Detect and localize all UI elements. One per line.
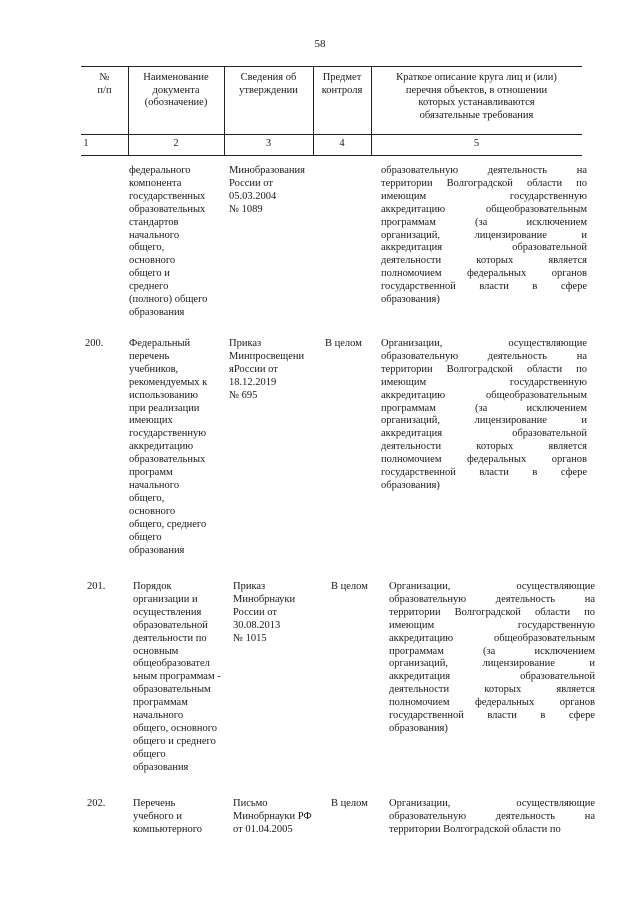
text-line: учебников,	[129, 363, 179, 375]
description	[381, 338, 587, 493]
text-line: федерального	[129, 165, 191, 176]
text-line: Предмет	[322, 72, 362, 83]
text-line: п/п	[97, 84, 112, 96]
col-number-2: 2	[173, 138, 179, 149]
text-line: основного	[129, 505, 176, 517]
text-line: аккредитацию общеобразовательным	[389, 632, 595, 644]
text-line: аккредитацию	[129, 441, 194, 453]
text-line: программам (за исключением	[381, 402, 587, 414]
description	[389, 798, 595, 837]
text-line: государственной власти в сфере	[381, 281, 587, 293]
text-line: общего, основного	[133, 722, 218, 734]
text-line: общего	[133, 748, 166, 760]
text-line: Приказ	[233, 581, 266, 592]
text-line: компонента	[129, 177, 182, 189]
document-name	[133, 798, 231, 837]
text-line: компьютерного	[133, 823, 203, 835]
text-line: от 01.04.2005	[233, 823, 293, 835]
text-line: Краткое описание круга лиц и (или)	[396, 72, 557, 83]
text-line: образования	[129, 544, 185, 556]
text-line: начального	[133, 710, 184, 722]
text-line: осуществления	[133, 606, 202, 618]
text-line: образовательную деятельность на	[381, 165, 587, 176]
text-line: Организации, осуществляющие	[381, 338, 587, 349]
text-line: имеющим государственную	[381, 376, 587, 388]
text-line: имеющим государственную	[381, 190, 587, 202]
text-line: образования	[133, 761, 189, 773]
text-line: аккредитацию общеобразовательным	[381, 389, 587, 401]
text-line: образовательной	[133, 619, 208, 631]
text-line: начального	[129, 479, 180, 491]
text-line: образовательную деятельность на	[389, 810, 595, 822]
text-line: аккредитация образовательной	[381, 428, 587, 440]
text-line: программам	[133, 697, 188, 709]
text-line: общего и среднего	[133, 735, 216, 747]
text-line: полномочием федеральных органов	[381, 268, 587, 280]
text-line: Федеральный	[129, 338, 191, 349]
text-line: № 1015	[233, 632, 267, 644]
page-number: 58	[314, 38, 326, 50]
text-line: общего,	[129, 242, 165, 254]
text-line: общеобразовател	[133, 658, 210, 670]
header-name	[128, 72, 224, 110]
text-line: общего и	[129, 268, 170, 280]
text-line: № 1089	[229, 203, 263, 215]
text-line: образования)	[389, 722, 448, 734]
text-line: деятельности которых является	[381, 441, 587, 453]
text-line: организации и	[133, 593, 198, 605]
col-number-4: 4	[339, 138, 345, 149]
text-line: образовательную деятельность на	[389, 593, 595, 605]
text-line: Сведения об	[240, 72, 297, 83]
text-line: учебного и	[133, 810, 182, 822]
header-description	[371, 72, 582, 122]
text-line: № 695	[229, 389, 258, 401]
text-line: государственных	[129, 190, 206, 202]
text-line: Минпросвещени	[229, 350, 305, 362]
text-line: аккредитация образовательной	[389, 671, 595, 683]
text-line: 05.03.2004	[229, 190, 277, 202]
approval-info	[229, 338, 319, 403]
text-line: ьным программам -	[133, 671, 221, 683]
control-subject: В целом	[325, 338, 362, 349]
control-subject: В целом	[331, 581, 368, 592]
approval-info	[233, 581, 323, 646]
text-line: имеющих	[129, 415, 173, 427]
text-line: документа	[152, 84, 200, 96]
text-line: яРоссии от	[229, 363, 278, 375]
text-line: программам (за исключением	[381, 216, 587, 228]
text-line: 18.12.2019	[229, 376, 277, 388]
control-subject: В целом	[331, 798, 368, 809]
text-line: государственной власти в сфере	[389, 710, 595, 722]
text-line: деятельности по	[133, 632, 207, 644]
text-line: образовательных	[129, 454, 206, 466]
text-line: Организации, осуществляющие	[389, 581, 595, 592]
text-line: программ	[129, 467, 173, 479]
text-line: при реализации	[129, 402, 200, 414]
text-line: (обозначение)	[144, 97, 208, 108]
col-number-5: 5	[473, 138, 480, 149]
row-number: 202.	[87, 798, 106, 809]
description	[389, 581, 595, 736]
row-number: 201.	[87, 581, 106, 592]
text-line: перечень	[129, 350, 170, 362]
text-line: деятельности которых является	[381, 255, 587, 267]
text-line: образовательных	[129, 203, 206, 215]
table-header	[81, 66, 582, 135]
text-line: государственной власти в сфере	[381, 467, 587, 479]
text-line: России от	[229, 177, 273, 189]
text-line: общего, среднего	[129, 518, 207, 530]
text-line: территории Волгоградской области по	[389, 823, 561, 835]
col-number-1: 1	[83, 138, 89, 149]
text-line: рекомендуемых к	[129, 376, 208, 388]
text-line: Приказ	[229, 338, 262, 349]
text-line: организаций, лицензирование и	[381, 415, 587, 427]
text-line: Письмо	[233, 798, 268, 809]
text-line: образовательную деятельность на	[381, 350, 587, 362]
row-number: 200.	[85, 338, 104, 349]
col-number-3: 3	[265, 138, 272, 149]
text-line: программам (за исключением	[389, 645, 595, 657]
text-line: стандартов	[129, 216, 179, 228]
text-line: перечня объектов, в отношении	[405, 84, 548, 96]
text-line: общего	[129, 531, 162, 543]
text-line: России от	[233, 606, 277, 618]
text-line: основного	[129, 255, 176, 267]
text-line: основным	[133, 645, 179, 657]
text-line: образования	[129, 306, 185, 318]
header-approval	[224, 72, 313, 97]
text-line: полномочием федеральных органов	[381, 454, 587, 466]
approval-info	[229, 165, 319, 217]
text-line: Перечень	[133, 798, 176, 809]
text-line: территории Волгоградской области по	[389, 606, 595, 618]
text-line: образования)	[381, 479, 440, 491]
text-line: использованию	[129, 389, 198, 401]
text-line: Наименование	[143, 72, 209, 83]
text-line: Организации, осуществляющие	[389, 798, 595, 809]
text-line: контроля	[321, 84, 363, 96]
text-line: организаций, лицензирование и	[389, 658, 595, 670]
text-line: Минобрнауки РФ	[233, 810, 312, 822]
text-line: 30.08.2013	[233, 619, 281, 631]
text-line: начального	[129, 229, 180, 241]
text-line: полномочием федеральных органов	[389, 697, 595, 709]
approval-info	[233, 798, 333, 837]
document-name	[129, 165, 227, 320]
column-numbers-row	[81, 133, 582, 156]
text-line: имеющим государственную	[389, 619, 595, 631]
text-line: Минобразования	[229, 165, 305, 176]
text-line: аккредитацию общеобразовательным	[381, 203, 587, 215]
text-line: обязательные требования	[419, 109, 534, 121]
text-line: территории Волгоградской области по	[381, 177, 587, 189]
document-name	[133, 581, 231, 775]
description	[381, 165, 587, 307]
text-line: аккредитация образовательной	[381, 242, 587, 254]
document-name	[129, 338, 227, 557]
text-line: образования)	[381, 294, 440, 306]
text-line: деятельности которых является	[389, 684, 595, 696]
text-line: Минобрнауки	[233, 593, 296, 605]
header-subject	[313, 72, 371, 97]
text-line: среднего	[129, 281, 169, 293]
text-line: которых устанавливаются	[418, 97, 535, 108]
text-line: №	[99, 72, 110, 83]
text-line: образовательным	[133, 684, 211, 696]
text-line: общего,	[129, 492, 165, 504]
text-line: утверждении	[239, 84, 298, 96]
text-line: Порядок	[133, 581, 172, 592]
text-line: (полного) общего	[129, 294, 208, 306]
text-line: организаций, лицензирование и	[381, 229, 587, 241]
text-line: территории Волгоградской области по	[381, 363, 587, 375]
text-line: государственную	[129, 428, 207, 440]
header-num	[81, 72, 128, 97]
